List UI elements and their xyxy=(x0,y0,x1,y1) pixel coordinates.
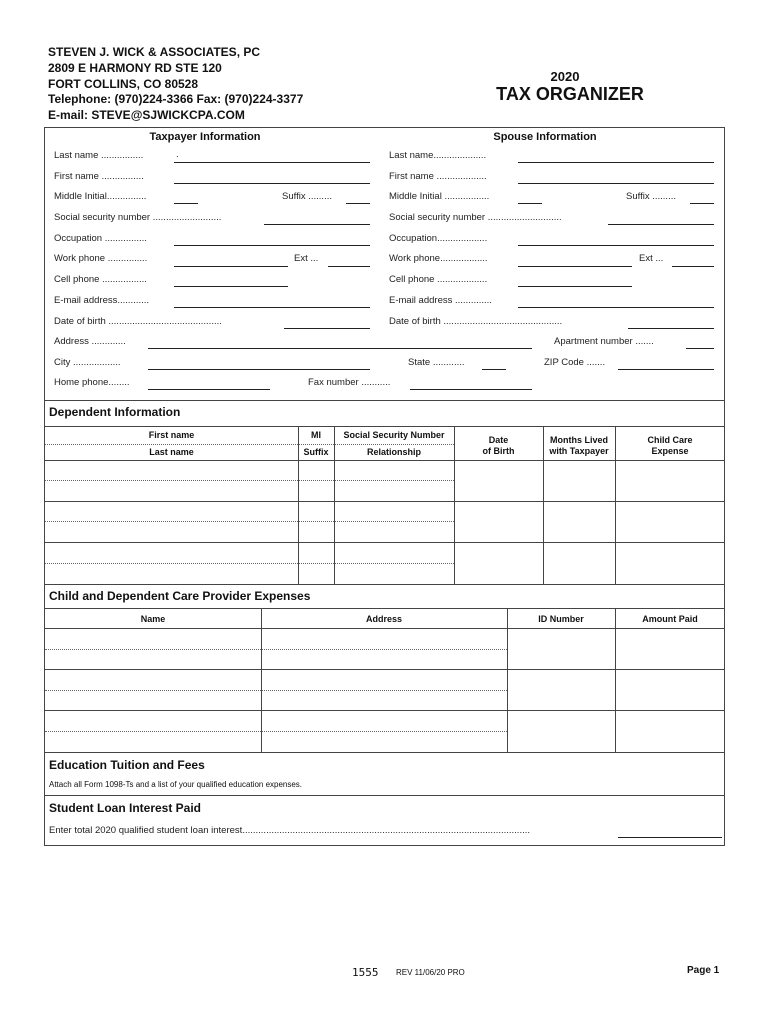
tax-year: 2020 xyxy=(550,69,580,84)
sp-work-phone-label: Work phone.................. xyxy=(389,253,488,264)
tp-last-name-value: . xyxy=(176,149,179,160)
tp-cell-phone-field[interactable] xyxy=(174,286,288,287)
sp-ssn-label: Social security number ............................ xyxy=(389,212,562,223)
dep-col-first-name: First name xyxy=(148,430,195,440)
section-divider xyxy=(44,795,725,796)
dep-col-child-care: Child Care Expense xyxy=(647,435,693,456)
home-phone-field[interactable] xyxy=(148,389,270,390)
tp-occupation-label: Occupation ................ xyxy=(54,233,147,244)
tp-occupation-field[interactable] xyxy=(174,245,370,246)
student-loan-label: Enter total 2020 qualified student loan interest............................................................................................................. xyxy=(49,825,531,836)
tp-first-name-field[interactable] xyxy=(174,183,370,184)
tp-work-phone-field[interactable] xyxy=(174,266,288,267)
sp-work-phone-field[interactable] xyxy=(518,266,632,267)
dep-col-suffix: Suffix xyxy=(303,447,329,457)
tp-ssn-field[interactable] xyxy=(264,224,370,225)
tp-middle-initial-field[interactable] xyxy=(174,203,198,204)
tp-email-field[interactable] xyxy=(174,307,370,308)
care-col-amount: Amount Paid xyxy=(642,614,698,624)
taxpayer-heading: Taxpayer Information xyxy=(149,131,261,143)
sp-middle-initial-field[interactable] xyxy=(518,203,542,204)
sp-occupation-label: Occupation................... xyxy=(389,233,488,244)
dep-col-mi: MI xyxy=(311,430,321,440)
revision-date: REV 11/06/20 PRO xyxy=(396,968,465,977)
tp-work-phone-label: Work phone ............... xyxy=(54,253,148,264)
care-col-name: Name xyxy=(140,614,166,624)
dep-table-bottom xyxy=(44,584,725,585)
student-loan-amount-field[interactable] xyxy=(618,837,722,838)
apartment-label: Apartment number ....... xyxy=(554,336,654,347)
sp-dob-label: Date of birth ............................................. xyxy=(389,316,563,327)
page-number: Page 1 xyxy=(687,965,720,976)
sp-email-label: E-mail address .............. xyxy=(389,295,492,306)
dep-col-months: Months Lived with Taxpayer xyxy=(549,435,609,456)
tp-dob-label: Date of birth ........................................... xyxy=(54,316,222,327)
dep-col-last-name: Last name xyxy=(149,447,194,457)
sp-cell-phone-label: Cell phone ................... xyxy=(389,274,488,285)
sp-ssn-field[interactable] xyxy=(608,224,714,225)
dep-col-ssn: Social Security Number xyxy=(343,430,445,440)
tp-ssn-label: Social security number .......................... xyxy=(54,212,222,223)
sp-last-name-label: Last name.................... xyxy=(389,150,487,161)
care-table-top xyxy=(44,608,725,609)
care-entry-area[interactable] xyxy=(45,629,724,751)
firm-email: E-mail: STEVE@SJWICKCPA.COM xyxy=(48,108,245,123)
dep-col-relationship: Relationship xyxy=(366,447,421,457)
firm-phone: Telephone: (970)224-3366 Fax: (970)224-3377 xyxy=(48,92,304,107)
tp-ext-label: Ext ... xyxy=(294,253,319,264)
sp-dob-field[interactable] xyxy=(628,328,714,329)
city-field[interactable] xyxy=(148,369,370,370)
sp-first-name-label: First name ................... xyxy=(389,171,487,182)
tp-dob-field[interactable] xyxy=(284,328,370,329)
firm-name: STEVEN J. WICK & ASSOCIATES, PC xyxy=(48,45,261,59)
care-table-bottom xyxy=(44,752,725,753)
page-title: TAX ORGANIZER xyxy=(496,84,644,104)
tp-suffix-field[interactable] xyxy=(346,203,370,204)
student-loan-heading: Student Loan Interest Paid xyxy=(49,801,202,815)
sp-suffix-label: Suffix ......... xyxy=(626,191,676,202)
firm-street: 2809 E HARMONY RD STE 120 xyxy=(48,60,222,75)
dep-header-dotted xyxy=(45,444,454,445)
fax-label: Fax number ........... xyxy=(308,377,391,388)
sp-last-name-field[interactable] xyxy=(518,162,714,163)
sp-middle-initial-label: Middle Initial ................. xyxy=(389,191,490,202)
spouse-heading: Spouse Information xyxy=(493,131,597,143)
sp-cell-phone-field[interactable] xyxy=(518,286,632,287)
sp-occupation-field[interactable] xyxy=(518,245,714,246)
firm-header xyxy=(48,45,303,124)
zip-label: ZIP Code ....... xyxy=(544,357,606,368)
fax-field[interactable] xyxy=(410,389,532,390)
home-phone-label: Home phone........ xyxy=(54,377,130,388)
tp-cell-phone-label: Cell phone ................. xyxy=(54,274,147,285)
sp-ext-field[interactable] xyxy=(672,266,714,267)
dependent-table-top xyxy=(44,426,725,427)
city-label: City .................. xyxy=(54,357,121,368)
care-col-address: Address xyxy=(365,614,402,624)
education-instructions: Attach all Form 1098-Ts and a list of your qualified education expenses. xyxy=(49,780,303,789)
sp-email-field[interactable] xyxy=(518,307,714,308)
address-field[interactable] xyxy=(148,348,532,349)
dependent-entry-area[interactable] xyxy=(45,461,724,583)
firm-city: FORT COLLINS, CO 80528 xyxy=(48,76,199,91)
address-label: Address ............. xyxy=(54,336,126,347)
dependent-heading: Dependent Information xyxy=(49,405,181,419)
state-field[interactable] xyxy=(482,369,506,370)
section-divider xyxy=(44,400,725,401)
tp-first-name-label: First name ................ xyxy=(54,171,144,182)
state-label: State ............ xyxy=(408,357,465,368)
sp-suffix-field[interactable] xyxy=(690,203,714,204)
tp-middle-initial-label: Middle Initial............... xyxy=(54,191,147,202)
education-heading: Education Tuition and Fees xyxy=(49,758,205,772)
zip-field[interactable] xyxy=(618,369,714,370)
apartment-field[interactable] xyxy=(686,348,714,349)
tp-email-label: E-mail address............ xyxy=(54,295,150,306)
tp-suffix-label: Suffix ......... xyxy=(282,191,332,202)
tp-last-name-field[interactable] xyxy=(174,162,370,163)
sp-ext-label: Ext ... xyxy=(639,253,664,264)
tp-ext-field[interactable] xyxy=(328,266,370,267)
sp-first-name-field[interactable] xyxy=(518,183,714,184)
form-number: 1555 xyxy=(352,966,379,979)
care-heading: Child and Dependent Care Provider Expenses xyxy=(49,589,311,603)
dep-col-dob: Date of Birth xyxy=(482,435,515,456)
care-col-id: ID Number xyxy=(538,614,584,624)
tp-last-name-label: Last name ................ xyxy=(54,150,144,161)
